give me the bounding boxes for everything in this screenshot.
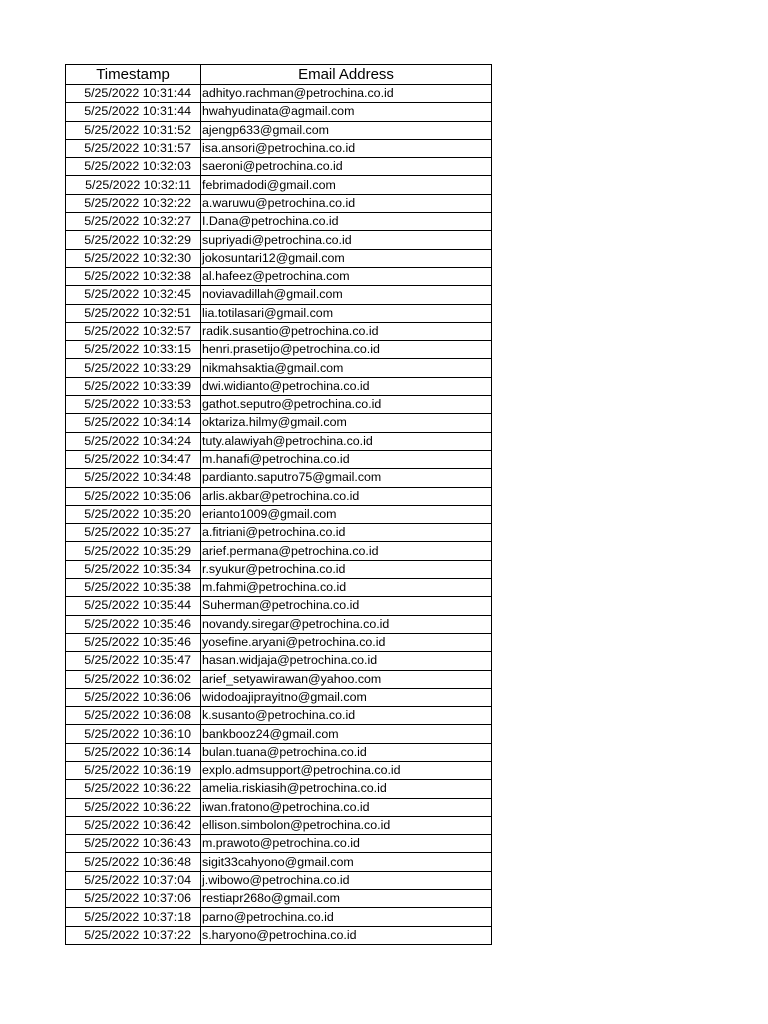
table-row — [66, 322, 492, 340]
email-cell: saeroni@petrochina.co.id — [201, 158, 492, 176]
email-cell: sigit33cahyono@gmail.com — [201, 853, 492, 871]
table-row — [66, 377, 492, 395]
timestamp-cell: 5/25/2022 10:32:30 — [66, 249, 201, 267]
timestamp-cell: 5/25/2022 10:33:29 — [66, 359, 201, 377]
email-cell: k.susanto@petrochina.co.id — [201, 707, 492, 725]
email-cell: oktariza.hilmy@gmail.com — [201, 414, 492, 432]
email-cell: noviavadillah@gmail.com — [201, 286, 492, 304]
timestamp-column-header: Timestamp — [66, 65, 201, 85]
timestamp-cell: 5/25/2022 10:36:48 — [66, 853, 201, 871]
timestamp-cell: 5/25/2022 10:32:38 — [66, 267, 201, 285]
email-cell: radik.susantio@petrochina.co.id — [201, 322, 492, 340]
table-row — [66, 707, 492, 725]
timestamp-cell: 5/25/2022 10:35:44 — [66, 597, 201, 615]
email-cell: novandy.siregar@petrochina.co.id — [201, 615, 492, 633]
table-row — [66, 103, 492, 121]
email-cell: lia.totilasari@gmail.com — [201, 304, 492, 322]
email-cell: parno@petrochina.co.id — [201, 908, 492, 926]
timestamp-cell: 5/25/2022 10:36:02 — [66, 670, 201, 688]
timestamp-cell: 5/25/2022 10:35:06 — [66, 487, 201, 505]
timestamp-cell: 5/25/2022 10:32:51 — [66, 304, 201, 322]
table-row — [66, 890, 492, 908]
email-cell: restiapr268o@gmail.com — [201, 890, 492, 908]
timestamp-cell: 5/25/2022 10:35:38 — [66, 579, 201, 597]
email-cell: pardianto.saputro75@gmail.com — [201, 469, 492, 487]
email-cell: dwi.widianto@petrochina.co.id — [201, 377, 492, 395]
timestamp-cell: 5/25/2022 10:36:14 — [66, 743, 201, 761]
table-row — [66, 231, 492, 249]
email-cell: explo.admsupport@petrochina.co.id — [201, 761, 492, 779]
timestamp-cell: 5/25/2022 10:32:03 — [66, 158, 201, 176]
table-row — [66, 908, 492, 926]
email-cell: bankbooz24@gmail.com — [201, 725, 492, 743]
table-row — [66, 359, 492, 377]
email-cell: widodoajiprayitno@gmail.com — [201, 688, 492, 706]
email-cell: isa.ansori@petrochina.co.id — [201, 139, 492, 157]
table-row — [66, 267, 492, 285]
email-cell: nikmahsaktia@gmail.com — [201, 359, 492, 377]
table-row — [66, 542, 492, 560]
timestamp-cell: 5/25/2022 10:31:52 — [66, 121, 201, 139]
timestamp-cell: 5/25/2022 10:34:24 — [66, 432, 201, 450]
table-row — [66, 798, 492, 816]
timestamp-cell: 5/25/2022 10:37:04 — [66, 871, 201, 889]
table-row — [66, 835, 492, 853]
timestamp-cell: 5/25/2022 10:36:22 — [66, 780, 201, 798]
timestamp-cell: 5/25/2022 10:37:06 — [66, 890, 201, 908]
table-row — [66, 121, 492, 139]
timestamp-cell: 5/25/2022 10:31:57 — [66, 139, 201, 157]
timestamp-cell: 5/25/2022 10:32:29 — [66, 231, 201, 249]
table-row — [66, 286, 492, 304]
email-cell: amelia.riskiasih@petrochina.co.id — [201, 780, 492, 798]
table-row — [66, 761, 492, 779]
timestamp-cell: 5/25/2022 10:35:20 — [66, 505, 201, 523]
timestamp-cell: 5/25/2022 10:35:34 — [66, 560, 201, 578]
email-table — [65, 64, 492, 945]
table-row — [66, 249, 492, 267]
timestamp-cell: 5/25/2022 10:36:43 — [66, 835, 201, 853]
table-row — [66, 213, 492, 231]
table-row — [66, 579, 492, 597]
email-cell: hasan.widjaja@petrochina.co.id — [201, 652, 492, 670]
table-row — [66, 469, 492, 487]
table-row — [66, 633, 492, 651]
table-row — [66, 743, 492, 761]
timestamp-cell: 5/25/2022 10:36:22 — [66, 798, 201, 816]
table-row — [66, 652, 492, 670]
email-cell: bulan.tuana@petrochina.co.id — [201, 743, 492, 761]
table-row — [66, 780, 492, 798]
timestamp-cell: 5/25/2022 10:36:42 — [66, 816, 201, 834]
email-cell: m.prawoto@petrochina.co.id — [201, 835, 492, 853]
table-row — [66, 725, 492, 743]
email-cell: arief.permana@petrochina.co.id — [201, 542, 492, 560]
table-row — [66, 341, 492, 359]
table-row — [66, 871, 492, 889]
email-cell: a.fitriani@petrochina.co.id — [201, 524, 492, 542]
email-cell: gathot.seputro@petrochina.co.id — [201, 396, 492, 414]
email-cell: erianto1009@gmail.com — [201, 505, 492, 523]
table-row — [66, 414, 492, 432]
timestamp-cell: 5/25/2022 10:32:22 — [66, 194, 201, 212]
table-row — [66, 194, 492, 212]
timestamp-cell: 5/25/2022 10:32:27 — [66, 213, 201, 231]
email-cell: ellison.simbolon@petrochina.co.id — [201, 816, 492, 834]
timestamp-cell: 5/25/2022 10:35:27 — [66, 524, 201, 542]
table-row — [66, 450, 492, 468]
email-cell: m.hanafi@petrochina.co.id — [201, 450, 492, 468]
table-row — [66, 432, 492, 450]
timestamp-cell: 5/25/2022 10:37:22 — [66, 926, 201, 944]
email-cell: henri.prasetijo@petrochina.co.id — [201, 341, 492, 359]
table-row — [66, 139, 492, 157]
table-row — [66, 560, 492, 578]
table-row — [66, 304, 492, 322]
table-row — [66, 688, 492, 706]
timestamp-cell: 5/25/2022 10:32:11 — [66, 176, 201, 194]
email-cell: a.waruwu@petrochina.co.id — [201, 194, 492, 212]
email-cell: jokosuntari12@gmail.com — [201, 249, 492, 267]
timestamp-cell: 5/25/2022 10:34:47 — [66, 450, 201, 468]
table-body — [66, 85, 492, 945]
table-row — [66, 396, 492, 414]
table-row — [66, 816, 492, 834]
timestamp-cell: 5/25/2022 10:34:48 — [66, 469, 201, 487]
timestamp-cell: 5/25/2022 10:35:46 — [66, 615, 201, 633]
header-row — [66, 65, 492, 85]
table-row — [66, 505, 492, 523]
timestamp-cell: 5/25/2022 10:33:53 — [66, 396, 201, 414]
email-cell: arlis.akbar@petrochina.co.id — [201, 487, 492, 505]
timestamp-cell: 5/25/2022 10:37:18 — [66, 908, 201, 926]
email-cell: adhityo.rachman@petrochina.co.id — [201, 85, 492, 103]
email-cell: febrimadodi@gmail.com — [201, 176, 492, 194]
email-cell: m.fahmi@petrochina.co.id — [201, 579, 492, 597]
table-row — [66, 176, 492, 194]
email-cell: Suherman@petrochina.co.id — [201, 597, 492, 615]
timestamp-cell: 5/25/2022 10:31:44 — [66, 85, 201, 103]
timestamp-cell: 5/25/2022 10:35:29 — [66, 542, 201, 560]
email-cell: arief_setyawirawan@yahoo.com — [201, 670, 492, 688]
timestamp-cell: 5/25/2022 10:35:46 — [66, 633, 201, 651]
email-cell: supriyadi@petrochina.co.id — [201, 231, 492, 249]
timestamp-cell: 5/25/2022 10:36:06 — [66, 688, 201, 706]
email-cell: ajengp633@gmail.com — [201, 121, 492, 139]
timestamp-cell: 5/25/2022 10:31:44 — [66, 103, 201, 121]
table-row — [66, 85, 492, 103]
table-row — [66, 853, 492, 871]
timestamp-cell: 5/25/2022 10:36:08 — [66, 707, 201, 725]
email-cell: tuty.alawiyah@petrochina.co.id — [201, 432, 492, 450]
table-row — [66, 487, 492, 505]
table-row — [66, 670, 492, 688]
timestamp-cell: 5/25/2022 10:33:39 — [66, 377, 201, 395]
table-row — [66, 158, 492, 176]
email-cell: j.wibowo@petrochina.co.id — [201, 871, 492, 889]
email-cell: yosefine.aryani@petrochina.co.id — [201, 633, 492, 651]
email-cell: r.syukur@petrochina.co.id — [201, 560, 492, 578]
timestamp-cell: 5/25/2022 10:35:47 — [66, 652, 201, 670]
timestamp-cell: 5/25/2022 10:33:15 — [66, 341, 201, 359]
email-cell: I.Dana@petrochina.co.id — [201, 213, 492, 231]
timestamp-cell: 5/25/2022 10:32:45 — [66, 286, 201, 304]
table-row — [66, 597, 492, 615]
timestamp-cell: 5/25/2022 10:32:57 — [66, 322, 201, 340]
email-column-header: Email Address — [201, 65, 492, 85]
timestamp-cell: 5/25/2022 10:36:19 — [66, 761, 201, 779]
table-row — [66, 926, 492, 944]
email-cell: hwahyudinata@agmail.com — [201, 103, 492, 121]
email-cell: s.haryono@petrochina.co.id — [201, 926, 492, 944]
timestamp-cell: 5/25/2022 10:34:14 — [66, 414, 201, 432]
table-row — [66, 615, 492, 633]
timestamp-cell: 5/25/2022 10:36:10 — [66, 725, 201, 743]
table-row — [66, 524, 492, 542]
email-cell: iwan.fratono@petrochina.co.id — [201, 798, 492, 816]
email-cell: al.hafeez@petrochina.com — [201, 267, 492, 285]
